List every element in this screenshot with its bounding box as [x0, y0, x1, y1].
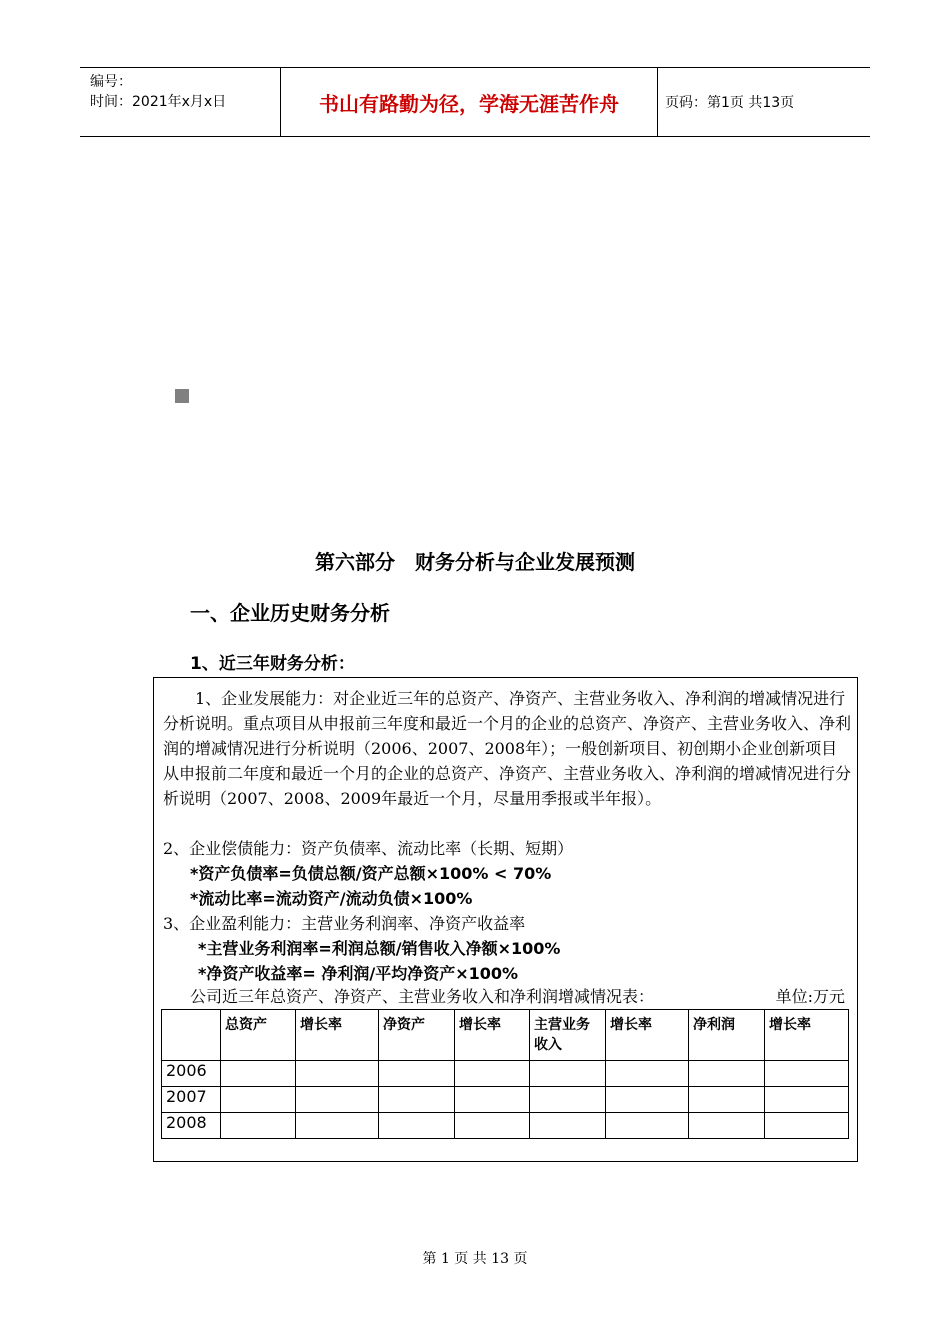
square-bullet-icon	[175, 389, 189, 403]
table-header-cell: 增长率	[455, 1010, 530, 1061]
year-cell: 2006	[162, 1061, 221, 1087]
table-cell	[221, 1113, 296, 1139]
table-header-cell: 增长率	[606, 1010, 689, 1061]
section-title: 一、企业历史财务分析	[190, 601, 390, 625]
table-header-cell: 增长率	[296, 1010, 379, 1061]
table-cell	[765, 1113, 849, 1139]
table-row	[162, 1087, 849, 1113]
table-cell	[606, 1087, 689, 1113]
header-motto: 书山有路勤为径，学海无涯苦作舟	[281, 68, 658, 136]
table-cell	[606, 1061, 689, 1087]
table-cell	[296, 1061, 379, 1087]
table-cell	[765, 1061, 849, 1087]
table-cell	[530, 1061, 606, 1087]
table-unit: 单位:万元	[775, 987, 845, 1006]
number-label: 编号：	[90, 74, 132, 90]
profit-margin-formula: *主营业务利润率=利润总额/销售收入净额×100%	[198, 939, 561, 958]
solvency-item: 2、企业偿债能力：资产负债率、流动比率（长期、短期）	[163, 839, 574, 858]
table-cell	[689, 1061, 765, 1087]
table-cell	[455, 1113, 530, 1139]
table-cell	[606, 1113, 689, 1139]
page-header	[80, 67, 870, 137]
table-cell	[379, 1087, 455, 1113]
page-footer: 第 1 页 共 13 页	[422, 1251, 528, 1267]
date-label: 时间：2021年x月x日	[90, 94, 227, 110]
development-ability-paragraph: 1、企业发展能力：对企业近三年的总资产、净资产、主营业务收入、净利润的增减情况进行分析说明。重点项目从申报前三年度和最近一个月的企业的总资产、净资产、主营业务收入、净利润的增减情况进行分析说明（2006、2007、2008年）；一般创新项目、初创期小企业创新项目从申报前二年度和最近一个月的企业的总资产、净资产、主营业务收入、净利润的增减情况进行分析说明（2007、2008、2009年最近一个月，尽量用季报或半年报）。	[163, 689, 852, 808]
roe-formula: *净资产收益率= 净利润/平均净资产×100%	[198, 964, 519, 983]
table-cell	[765, 1087, 849, 1113]
subsection-title: 1、近三年财务分析：	[190, 654, 355, 674]
table-cell	[689, 1087, 765, 1113]
table-cell	[296, 1087, 379, 1113]
table-cell	[379, 1113, 455, 1139]
table-cell	[221, 1061, 296, 1087]
header-page-info: 页码：第1页 共13页	[665, 95, 795, 111]
table-caption: 公司近三年总资产、净资产、主营业务收入和净利润增减情况表：	[190, 987, 655, 1006]
table-cell	[455, 1087, 530, 1113]
table-cell	[296, 1113, 379, 1139]
table-row	[162, 1113, 849, 1139]
table-cell	[379, 1061, 455, 1087]
part-title: 第六部分 财务分析与企业发展预测	[315, 550, 635, 574]
year-cell: 2007	[162, 1087, 221, 1113]
table-cell	[221, 1087, 296, 1113]
table-row	[162, 1061, 849, 1087]
table-header-cell: 净资产	[379, 1010, 455, 1061]
table-cell	[530, 1113, 606, 1139]
table-header-cell: 净利润	[689, 1010, 765, 1061]
table-header-row	[162, 1010, 849, 1061]
table-cell	[689, 1113, 765, 1139]
table-header-cell	[162, 1010, 221, 1061]
debt-ratio-formula: *资产负债率=负债总额/资产总额×100% < 70%	[190, 864, 552, 883]
table-cell	[530, 1087, 606, 1113]
table-header-cell: 主营业务收入	[530, 1010, 606, 1061]
header-meta	[80, 68, 281, 136]
table-cell	[455, 1061, 530, 1087]
financial-table	[161, 1009, 849, 1139]
table-header-cell: 增长率	[765, 1010, 849, 1061]
table-header-cell: 总资产	[221, 1010, 296, 1061]
year-cell: 2008	[162, 1113, 221, 1139]
analysis-box	[153, 677, 858, 1162]
current-ratio-formula: *流动比率=流动资产/流动负债×100%	[190, 889, 473, 908]
profitability-item: 3、企业盈利能力：主营业务利润率、净资产收益率	[163, 914, 526, 933]
